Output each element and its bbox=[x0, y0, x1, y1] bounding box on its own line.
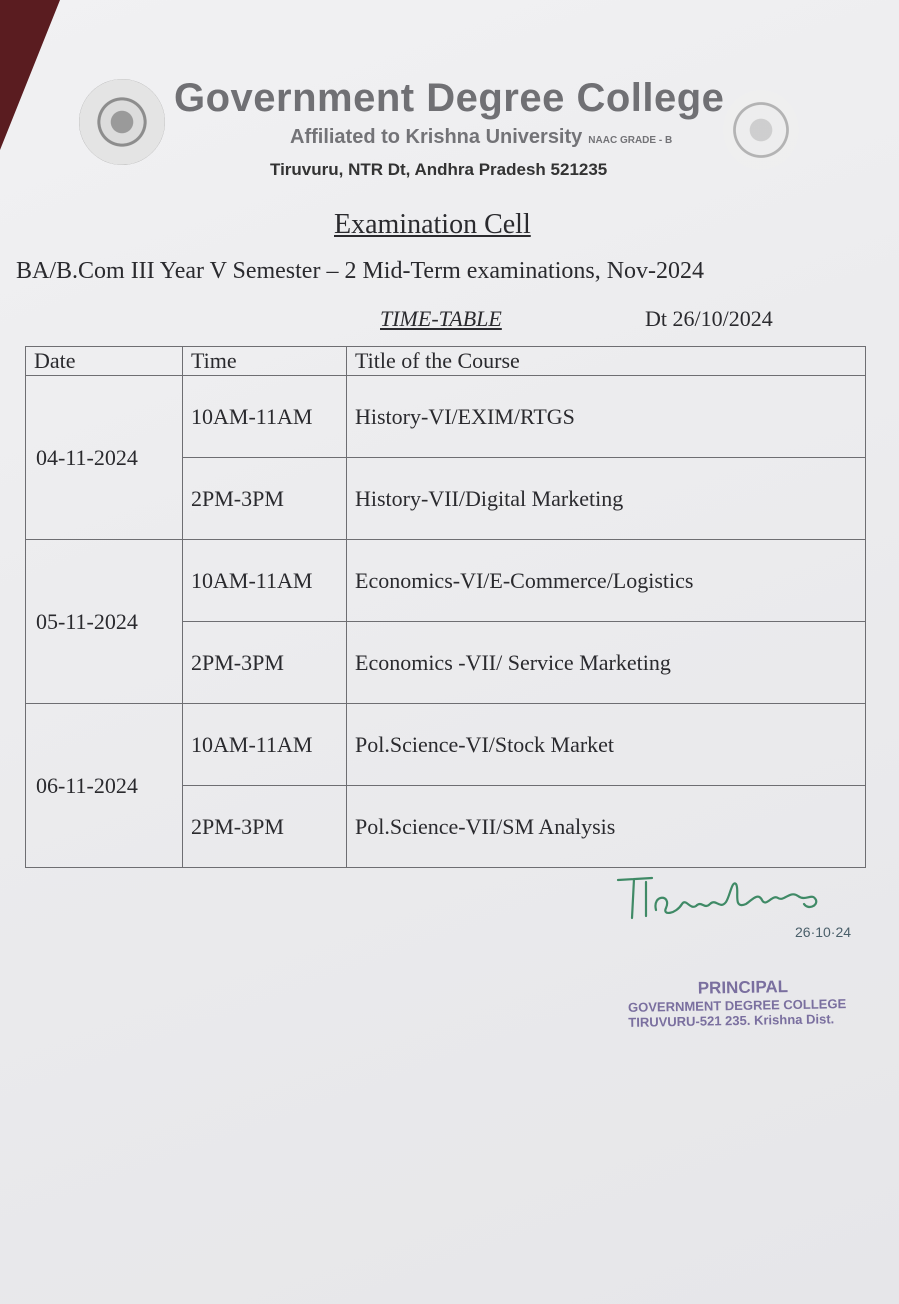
timetable-label: TIME-TABLE bbox=[380, 306, 502, 331]
course-title: Pol.Science-VII/SM Analysis bbox=[347, 786, 866, 868]
affiliation bbox=[290, 126, 672, 149]
exam-time: 10AM-11AM bbox=[183, 704, 347, 786]
principal-stamp bbox=[628, 976, 847, 1030]
stamp-location: TIRUVURU-521 235. Krishna Dist. bbox=[628, 1011, 835, 1030]
signature-date: 26·10·24 bbox=[795, 924, 852, 940]
course-title: Pol.Science-VI/Stock Market bbox=[347, 704, 866, 786]
exam-time: 10AM-11AM bbox=[183, 540, 347, 622]
stamp-college: GOVERNMENT DEGREE COLLEGE bbox=[627, 996, 847, 1015]
college-emblem-left bbox=[79, 79, 165, 165]
table-row bbox=[26, 704, 866, 786]
course-title: Economics-VI/E-Commerce/Logistics bbox=[347, 540, 866, 622]
table-row bbox=[26, 540, 866, 622]
exam-date: 04-11-2024 bbox=[26, 376, 183, 540]
table-row bbox=[26, 376, 866, 458]
exam-time: 2PM-3PM bbox=[183, 458, 347, 540]
examination-cell-heading: Examination Cell bbox=[334, 209, 531, 240]
affiliation-text: Affiliated to Krishna University bbox=[290, 126, 583, 148]
college-address: Tiruvuru, NTR Dt, Andhra Pradesh 521235 bbox=[270, 160, 608, 179]
exam-date: 06-11-2024 bbox=[26, 704, 183, 868]
course-title: Economics -VII/ Service Marketing bbox=[347, 622, 866, 704]
document-date: Dt 26/10/2024 bbox=[645, 306, 773, 331]
course-title: History-VII/Digital Marketing bbox=[347, 458, 866, 540]
university-seal-right bbox=[723, 90, 799, 170]
header-time: Time bbox=[183, 347, 347, 376]
timetable bbox=[25, 346, 866, 868]
principal-signature bbox=[612, 870, 862, 930]
college-name: Government Degree College bbox=[174, 76, 725, 120]
exam-time: 2PM-3PM bbox=[183, 786, 347, 868]
course-title: History-VI/EXIM/RTGS bbox=[347, 376, 866, 458]
header-course: Title of the Course bbox=[347, 347, 866, 376]
exam-title: BA/B.Com III Year V Semester – 2 Mid-Term examinations, Nov-2024 bbox=[16, 258, 705, 284]
exam-date: 05-11-2024 bbox=[26, 540, 183, 704]
naac-grade: NAAC GRADE - B bbox=[588, 135, 673, 146]
exam-time: 2PM-3PM bbox=[183, 622, 347, 704]
exam-time: 10AM-11AM bbox=[183, 376, 347, 458]
stamp-title: PRINCIPAL bbox=[697, 977, 789, 998]
table-header-row bbox=[26, 347, 866, 376]
header-date: Date bbox=[26, 347, 183, 376]
